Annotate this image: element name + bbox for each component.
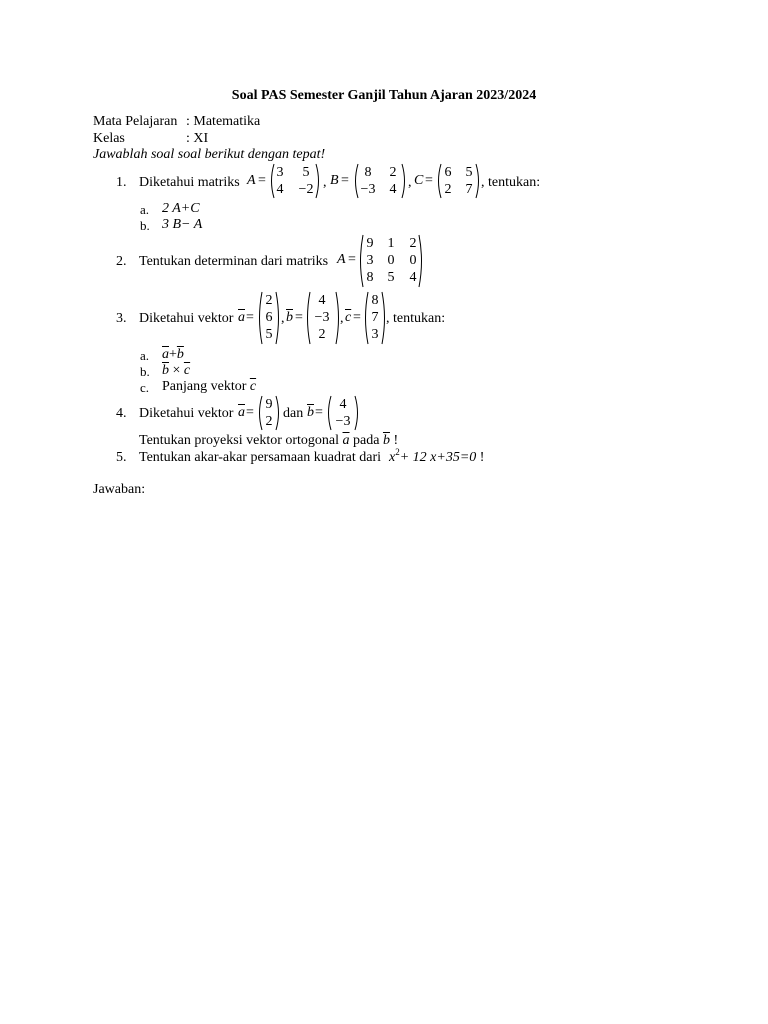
- question-4-line-2-text: Tentukan proyeksi vektor ortogonal: [139, 433, 340, 448]
- matrix-a: [268, 163, 322, 199]
- sub-item-label: a.: [140, 348, 150, 363]
- matrix-cell: −3: [360, 182, 376, 197]
- vector-a-symbol: $\overline{a}$: [342, 433, 350, 448]
- vector-c-symbol: $\overline{c}$: [183, 363, 191, 378]
- vector-c: [363, 291, 387, 345]
- comma: ,: [323, 175, 327, 190]
- vector-cell: 8: [371, 293, 379, 308]
- matrix-cell: −2: [298, 182, 314, 197]
- equals-sign: =: [315, 405, 323, 420]
- sub-item-label: b.: [140, 218, 150, 233]
- matrix-cell: 9: [366, 236, 374, 251]
- vector-cell: 6: [265, 310, 273, 325]
- expression-a-plus-b: [162, 347, 184, 363]
- matrix-cell: 8: [366, 270, 374, 285]
- vector-cell: 5: [265, 327, 273, 342]
- vector-cell: 2: [265, 414, 273, 429]
- vector-c-symbol: $\overline{c}$: [249, 379, 257, 394]
- question-3-suffix: , tentukan:: [386, 311, 446, 326]
- vector-a-symbol: $\overline{a}$: [162, 347, 169, 362]
- times-sign: ×: [172, 363, 181, 378]
- question-3-text: Diketahui vektor: [139, 311, 234, 326]
- matrix-3x3: [358, 234, 424, 288]
- matrix-cell: 2: [389, 165, 397, 180]
- equation-rest: + 12 x+35=0: [399, 450, 477, 465]
- exclamation: !: [393, 433, 399, 448]
- comma: ,: [281, 311, 285, 326]
- vector-cell: 7: [371, 310, 379, 325]
- equals-sign: =: [258, 173, 266, 188]
- matrix-cell: 2: [444, 182, 452, 197]
- vector-b-symbol: $\overline{b}$: [286, 310, 293, 325]
- question-1-number: 1.: [116, 175, 127, 190]
- class-label: Kelas: [93, 131, 125, 146]
- vector-cell: −3: [314, 310, 330, 325]
- vector-b-symbol: $\overline{b}$: [307, 405, 314, 420]
- equals-sign: =: [246, 310, 254, 325]
- comma: ,: [408, 175, 412, 190]
- comma: ,: [340, 311, 344, 326]
- vector-a: [257, 291, 281, 345]
- vector-b-symbol: $\overline{b}$: [162, 363, 169, 378]
- question-4-line-2: [139, 433, 398, 449]
- sub-item-label: a.: [140, 202, 150, 217]
- expression-2a-plus-c: 2 A+C: [162, 201, 200, 216]
- equals-sign: =: [353, 310, 361, 325]
- matrix-cell: 4: [276, 182, 284, 197]
- equals-sign: =: [295, 310, 303, 325]
- vector-cell: 2: [265, 293, 273, 308]
- vector-c-symbol: $\overline{c}$: [345, 310, 352, 325]
- equals-sign: =: [425, 173, 433, 188]
- vector-b-symbol: $\overline{b}$: [176, 347, 184, 362]
- matrix-c-symbol: C: [414, 173, 424, 188]
- quadratic-equation: [389, 447, 485, 466]
- class-value: : XI: [186, 131, 209, 146]
- vector-cell: 4: [339, 397, 347, 412]
- matrix-b-symbol: B: [330, 173, 339, 188]
- matrix-cell: 5: [387, 270, 395, 285]
- question-4-text: Diketahui vektor: [139, 406, 234, 421]
- matrix-cell: 5: [302, 165, 310, 180]
- matrix-c: [436, 163, 481, 199]
- matrix-cell: 7: [465, 182, 473, 197]
- question-2-text: Tentukan determinan dari matriks: [139, 254, 329, 269]
- question-5-text: Tentukan akar-akar persamaan kuadrat dari: [139, 450, 382, 465]
- subject-value: : Matematika: [186, 114, 261, 129]
- exponent: 2: [395, 447, 400, 457]
- vector-cell: −3: [335, 414, 351, 429]
- instruction-text: Jawablah soal soal berikut dengan tepat!: [93, 147, 326, 162]
- matrix-cell: 2: [409, 236, 417, 251]
- answer-label: Jawaban:: [93, 482, 146, 497]
- matrix-cell: 4: [389, 182, 397, 197]
- question-2-number: 2.: [116, 254, 127, 269]
- matrix-cell: 0: [409, 253, 417, 268]
- word-pada: pada: [353, 433, 380, 448]
- sub-item-c-text: Panjang vektor: [162, 379, 247, 394]
- vector-b: [326, 395, 360, 431]
- matrix-a-symbol: A: [337, 252, 346, 267]
- vector-a-symbol: $\overline{a}$: [238, 405, 245, 420]
- vector-b: [305, 291, 341, 345]
- matrix-cell: 1: [387, 236, 395, 251]
- matrix-cell: 5: [465, 165, 473, 180]
- vector-a: [257, 395, 281, 431]
- matrix-cell: 6: [444, 165, 452, 180]
- equals-sign: =: [341, 173, 349, 188]
- sub-item-label: b.: [140, 364, 150, 379]
- matrix-cell: 0: [387, 253, 395, 268]
- conjunction-dan: dan: [283, 406, 304, 421]
- subject-label: Mata Pelajaran: [93, 114, 178, 129]
- document-title: Soal PAS Semester Ganjil Tahun Ajaran 2023/2024: [231, 88, 537, 103]
- sub-item-label: c.: [140, 380, 150, 395]
- matrix-cell: 8: [364, 165, 372, 180]
- question-4-number: 4.: [116, 406, 127, 421]
- question-1-text: Diketahui matriks: [139, 175, 240, 190]
- vector-b-symbol: $\overline{b}$: [382, 433, 390, 448]
- vector-cell: 2: [318, 327, 326, 342]
- matrix-cell: 3: [366, 253, 374, 268]
- question-5-number: 5.: [116, 450, 127, 465]
- expression-b-cross-c: [162, 363, 190, 379]
- plus-sign: +: [169, 347, 177, 362]
- vector-cell: 3: [371, 327, 379, 342]
- expression-3b-minus-a: 3 B− A: [162, 217, 203, 232]
- equals-sign: =: [246, 405, 254, 420]
- matrix-cell: 4: [409, 270, 417, 285]
- vector-cell: 9: [265, 397, 273, 412]
- vector-a-symbol: $\overline{a}$: [238, 310, 245, 325]
- matrix-a-symbol: A: [247, 173, 256, 188]
- question-1-suffix: , tentukan:: [481, 175, 541, 190]
- sub-item-c: [162, 379, 256, 395]
- variable-x: x: [389, 450, 396, 465]
- matrix-cell: 3: [276, 165, 284, 180]
- question-3-number: 3.: [116, 311, 127, 326]
- exclamation: !: [479, 450, 485, 465]
- equals-sign: =: [348, 252, 356, 267]
- vector-cell: 4: [318, 293, 326, 308]
- matrix-b: [352, 163, 408, 199]
